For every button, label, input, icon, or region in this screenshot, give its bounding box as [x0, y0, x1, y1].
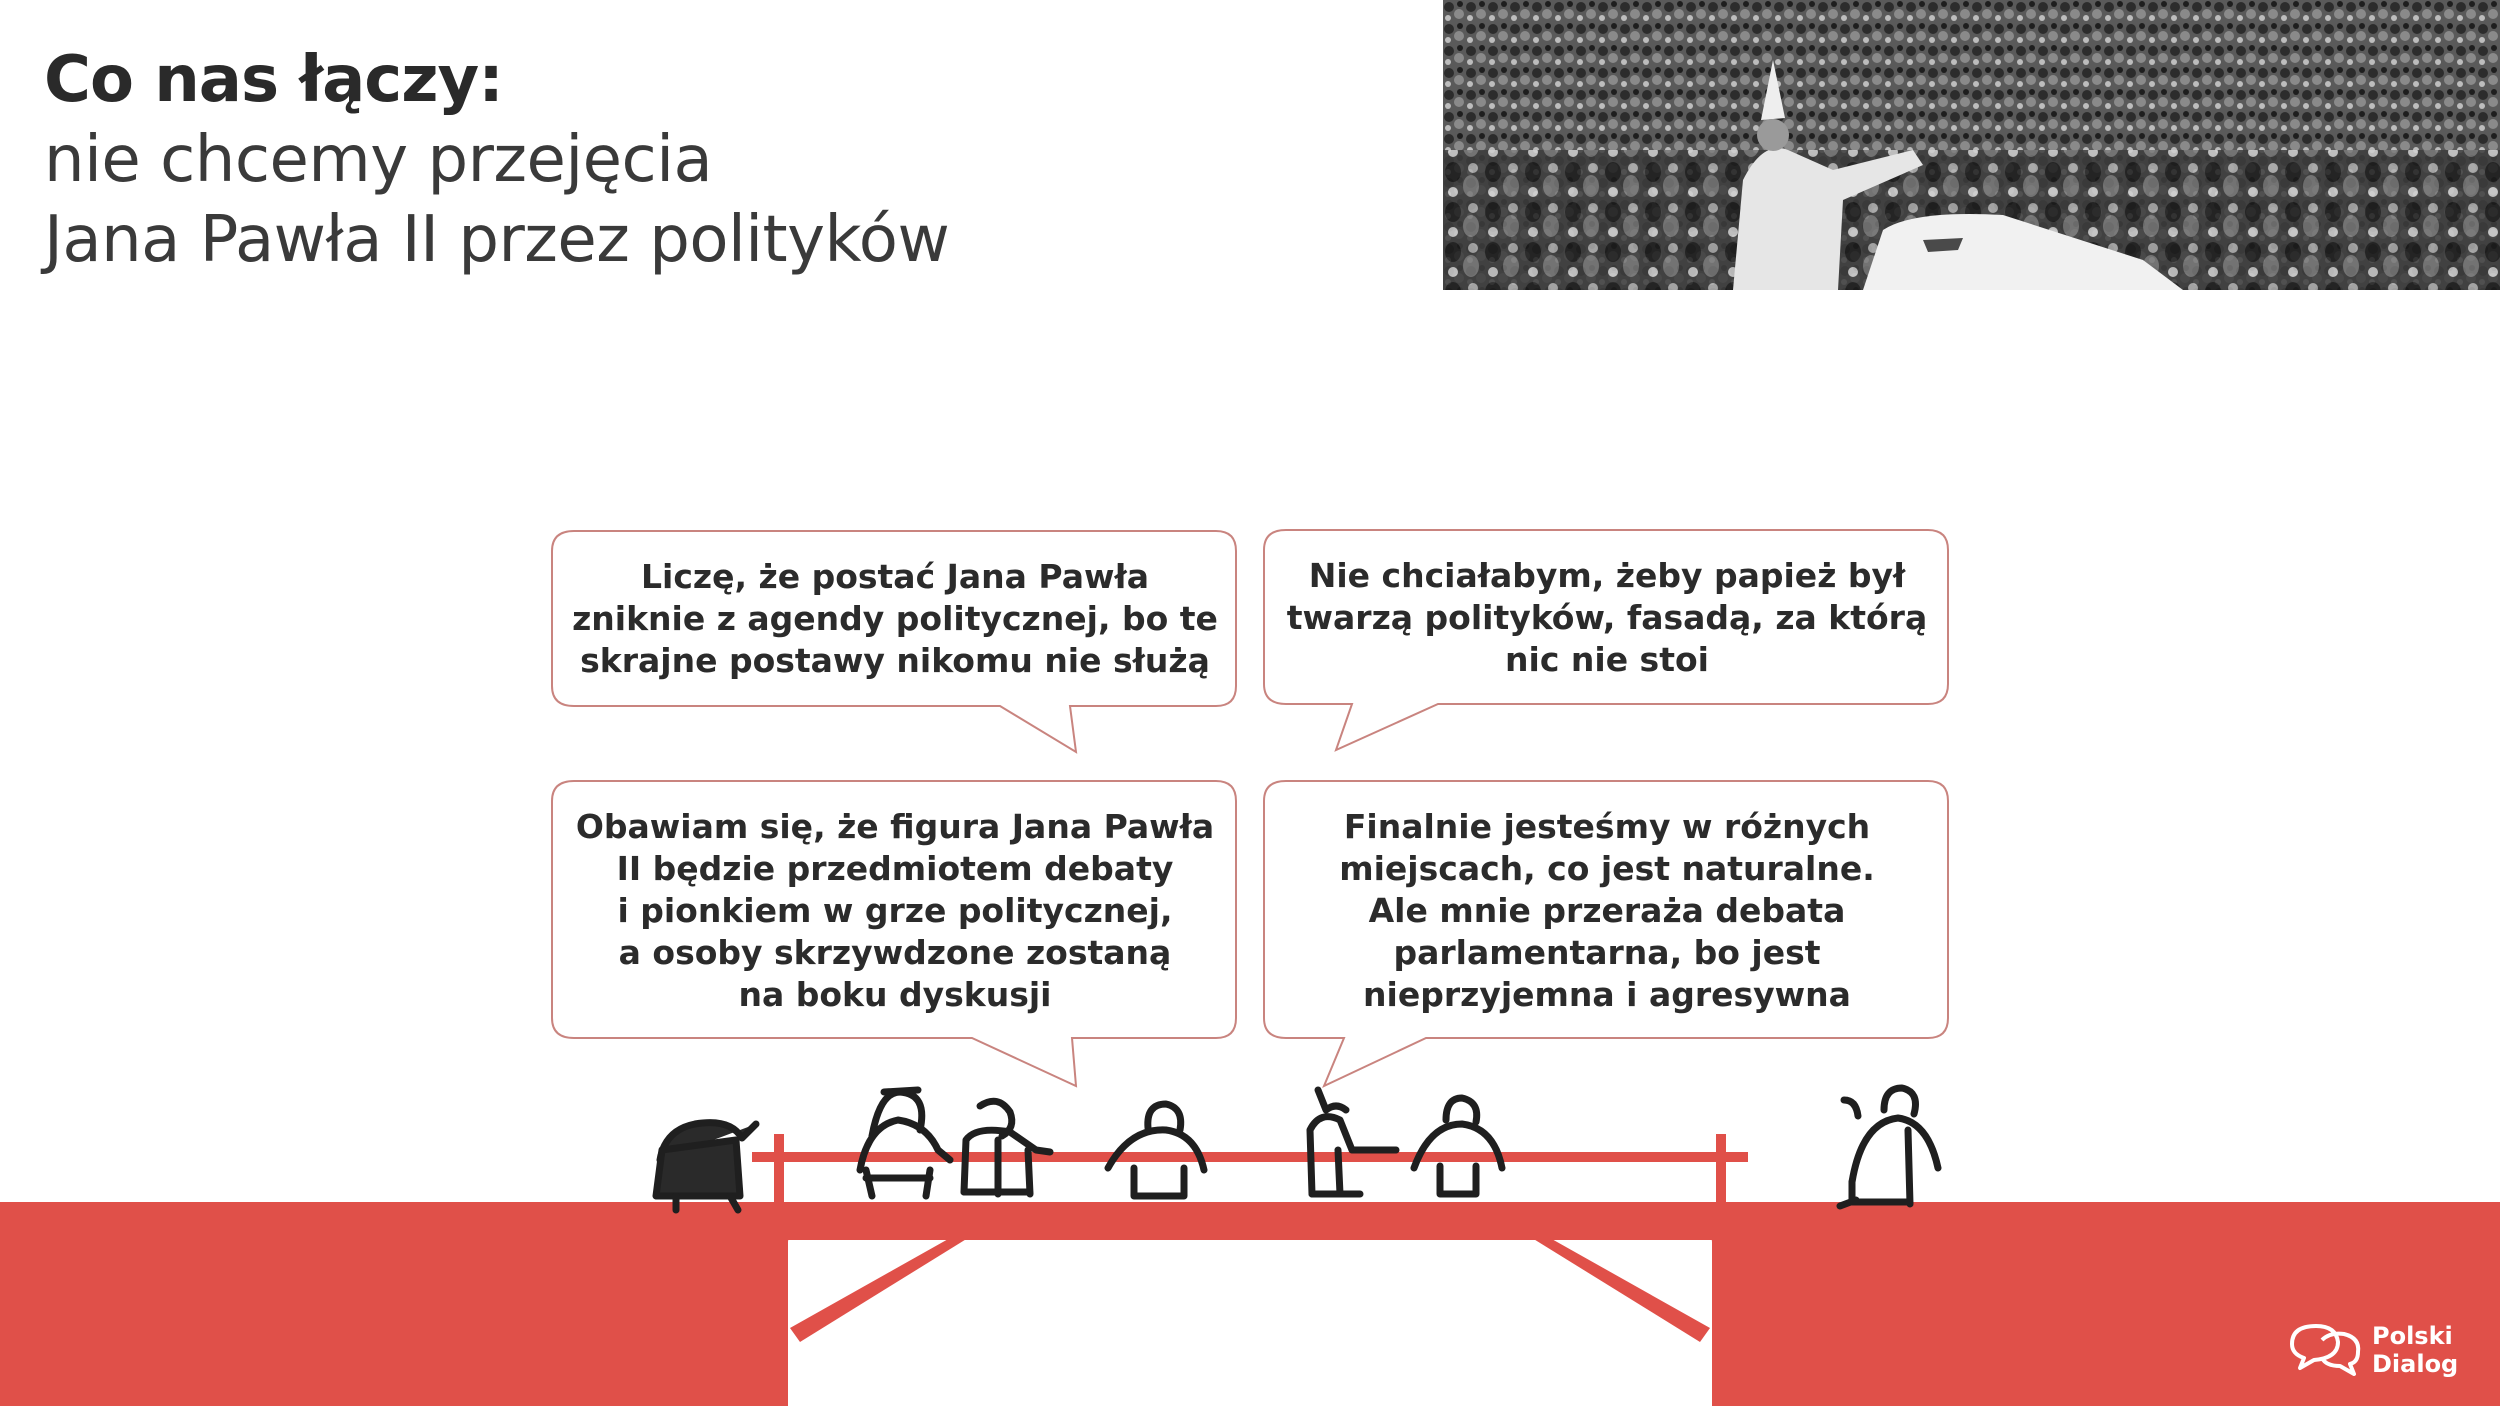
figure-left — [656, 1123, 756, 1210]
figure-5 — [1310, 1090, 1396, 1194]
bubble-1-text: Liczę, że postać Jana Pawła zniknie z agendy politycznej, bo te skrajne postawy nikomu nie służą — [572, 557, 1218, 680]
logo-line-2: Dialog — [2372, 1350, 2459, 1378]
speech-bubbles-icon — [2286, 1318, 2364, 1378]
polski-dialog-logo[interactable] — [2286, 1318, 2486, 1382]
bubble-2-text: Nie chciałabym, żeby papież był twarzą polityków, fasadą, za którą nic nie stoi — [1286, 556, 1928, 679]
bridge-railing — [752, 1152, 1748, 1162]
logo-line-1: Polski — [2372, 1322, 2453, 1350]
logo-text — [2372, 1322, 2458, 1378]
figure-cap — [860, 1090, 950, 1196]
figure-3 — [964, 1101, 1050, 1194]
subtitle-line-1: nie chcemy przejęcia — [44, 123, 713, 197]
figure-right — [1840, 1088, 1938, 1206]
bubble-4-text: Finalnie jesteśmy w różnych miejscach, co jest naturalne. Ale mnie przeraża debata parlamentarna, bo jest nieprzyjemna i agresywna — [1339, 807, 1875, 1014]
page-title: Co nas łączy: — [44, 43, 503, 117]
figure-4 — [1108, 1104, 1204, 1196]
subtitle-line-2: Jana Pawła II przez polityków — [44, 203, 950, 277]
bubble-3-text: Obawiam się, że figura Jana Pawła II będzie przedmiotem debaty i pionkiem w grze politycznej, a osoby skrzywdzone zostaną na boku dyskusji — [575, 807, 1215, 1014]
figure-6 — [1414, 1098, 1502, 1194]
